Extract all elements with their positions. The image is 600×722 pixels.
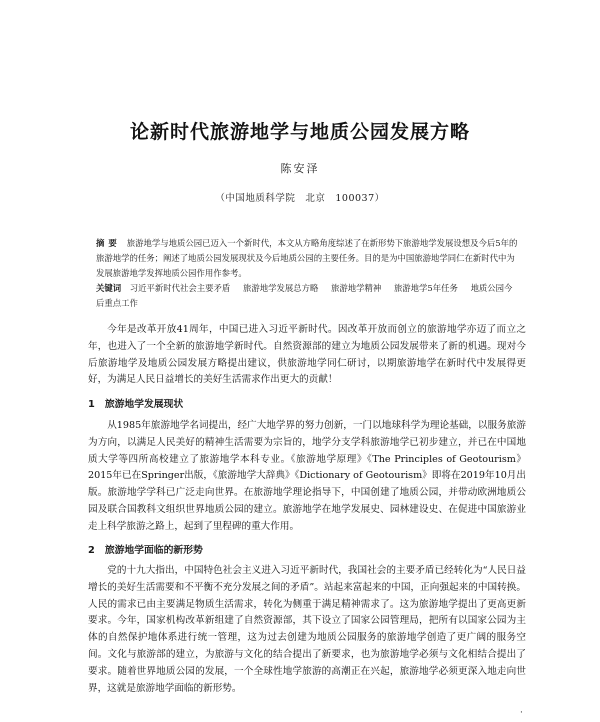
- section-paragraph: 党的十九大指出，中国特色社会主义进入习近平新时代，我国社会的主要矛盾已经转化为“人民日益增长的美好生活需要和不平衡不充分发展之间的矛盾”。站起来富起来的中国，正向强起来的中国转换。人民的需求已由主要满足物质生活需求，转化为侧重于满足精神需求了。这为旅游地学提出了更高更新要求。今年，国家机构改革新组建了自然资源部，其下设立了国家公园管理局，把所有以国家公园为主体的自然保护地体系进行统一管理，这为过去创建为地质公园服务的旅游地学创造了更广阔的服务空间。文化与旅游部的建立，为旅游与文化的结合提出了新要求，也为旅游地学必须与文化相结合提出了要求。随着世界地质公园的发展，一个全球性地学旅游的高潮正在兴起，旅游地学必须更深入地走向世界，这就是旅游地学面临的新形势。: [88, 565, 526, 694]
- section-paragraph: 从1985年旅游地学名词提出，经广大地学界的努力创新，一门以地球科学为理论基础，以服务旅游为方向，以满足人民美好的精神生活需要为宗旨的，地学分支学科旅游地学已初步建立，并已在中国地质大学等四所高校建立了旅游地学本科专业。《旅游地学原理》《The Principles of Geotourism》2015年已在Springer出版，《旅游地学大辞典》《Dictionary of Geotourism》即将在2019年10月出版。旅游地学学科已广泛走向世界。在旅游地学理论指导下，中国创建了地质公园，并带动欧洲地质公园及联合国教科文组织世界地质公园的建立。旅游地学在地学发展史、园林建设史、在促进中国旅游业走上科学旅游之路上，起到了里程碑的重大作用。: [88, 420, 526, 532]
- page-footer-mark: ·: [520, 708, 523, 718]
- abstract-block: [96, 236, 518, 281]
- section-heading-1: [88, 396, 183, 410]
- section-number: 1: [88, 399, 95, 410]
- keyword-item: 习近平新时代社会主要矛盾: [129, 283, 231, 293]
- author-affiliation: （中国地质科学院 北京 100037）: [215, 193, 385, 204]
- section-number: 2: [88, 545, 95, 556]
- section-body-1: [88, 418, 526, 536]
- intro-paragraph-block: [88, 322, 526, 389]
- keywords-block: [96, 281, 518, 311]
- keyword-item: 旅游地学精神: [331, 283, 382, 293]
- keyword-item: 旅游地学发展总方略: [242, 283, 319, 293]
- section-title: 旅游地学面临的新形势: [104, 545, 203, 556]
- keyword-item: 地质公园今后重点工作: [96, 283, 513, 308]
- section-title: 旅游地学发展现状: [104, 399, 184, 410]
- intro-paragraph: 今年是改革开放41周年，中国已进入习近平新时代。因改革开放而创立的旅游地学亦迈了而立之年，也进入了一个全新的旅游地学新时代。自然资源部的建立为地质公园发展带来了新的机遇。现对今后旅游地学及地质公园发展方略提出建议，供旅游地学同仁研讨，以期旅游地学在新时代中发展得更好，为满足人民日益增长的美好生活需求作出更大的贡献！: [88, 324, 526, 386]
- paper-title: 论新时代旅游地学与地质公园发展方略: [129, 121, 470, 143]
- section-heading-2: [88, 542, 203, 556]
- author-name: 陈安泽: [280, 162, 320, 175]
- section-body-2: [88, 563, 526, 697]
- keywords-label: 关键词: [96, 283, 122, 293]
- keyword-item: 旅游地学5年任务: [393, 283, 458, 293]
- abstract-label: 摘要: [96, 238, 121, 248]
- abstract-text: 旅游地学与地质公园已迈入一个新时代，本文从方略角度综述了在新形势下旅游地学发展设想及今后5年的旅游地学的任务；阐述了地质公园发展现状及今后地质公园的主要任务。目的是为中国旅游地学同仁在新时代中为发展旅游地学发挥地质公园作用作参考。: [96, 238, 518, 278]
